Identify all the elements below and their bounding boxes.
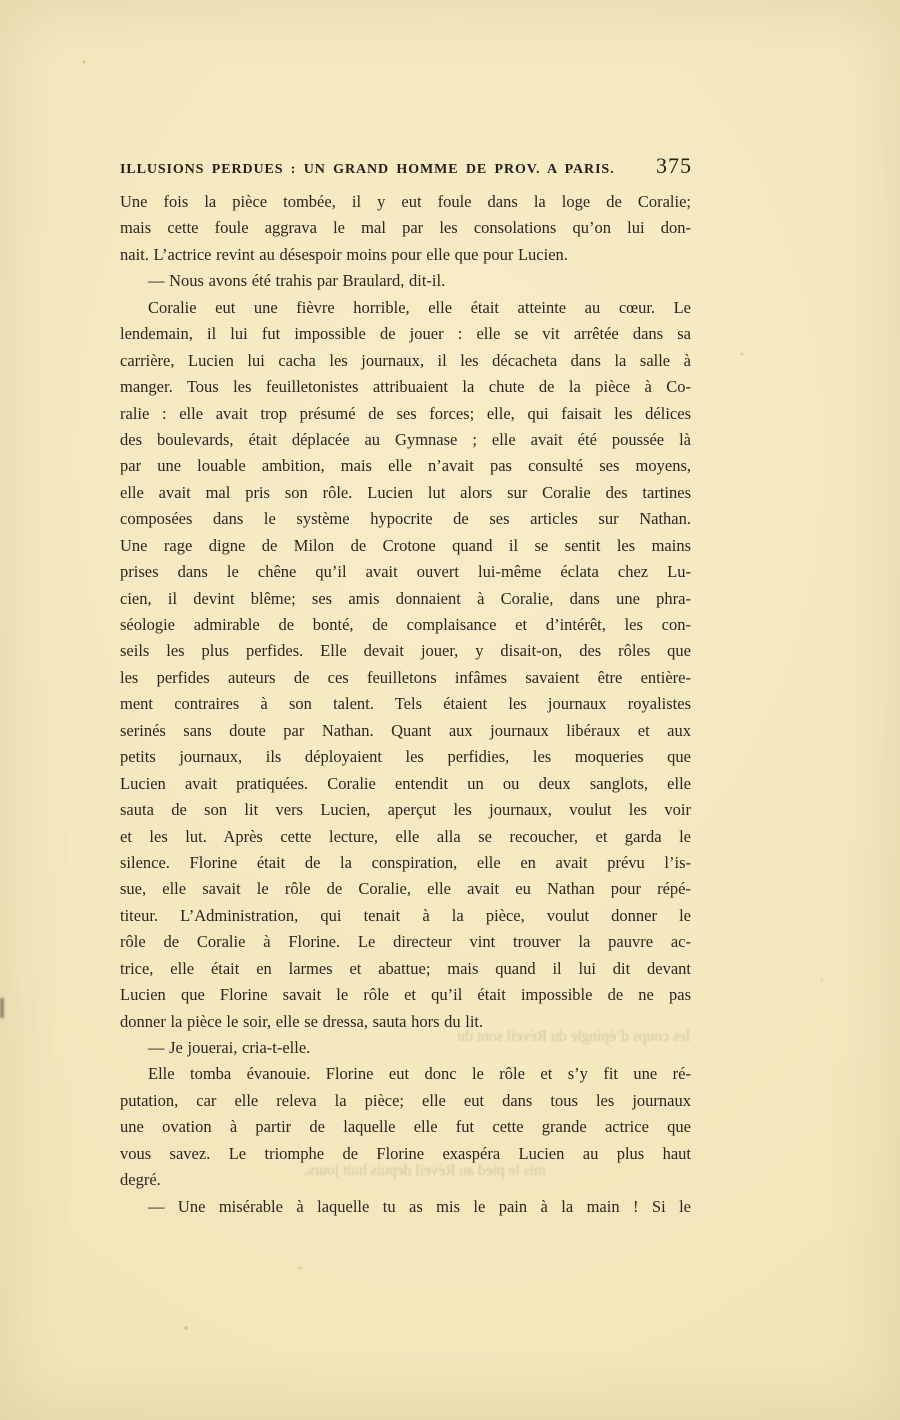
text-line: Lucien avait pratiquées. Coralie entendit un ou deux sanglots, elle: [120, 773, 691, 793]
page-number: 375: [656, 153, 692, 178]
text-line: séologie admirable de bonté, de complaisance et d’intérêt, les con-: [120, 615, 691, 634]
text-line: cien, il devint blême; ses amis donnaient à Coralie, dans une phra-: [120, 588, 691, 608]
bleedthrough-text: les coups d’épingle du Réveil sont du: [457, 1028, 690, 1045]
text-line: vous savez. Le triomphe de Florine exaspéra Lucien au plus haut: [120, 1143, 691, 1163]
text-line: les perfides auteurs de ces feuilletons infâmes savaient être entière-: [120, 667, 691, 687]
text-line: elle avait mal pris son rôle. Lucien lut alors sur Coralie des tartines: [120, 482, 691, 502]
text-line: une ovation à partir de laquelle elle fut cette grande actrice que: [120, 1117, 691, 1137]
bleedthrough-text: mis le pied au Réveil depuis huit jours.: [304, 1162, 546, 1179]
text-line: serinés sans doute par Nathan. Quant aux journaux libéraux et aux: [120, 720, 691, 740]
text-line: nait. L’actrice revint au désespoir moins pour elle que pour Lucien.: [120, 244, 568, 264]
text-line: sauta de son lit vers Lucien, aperçut les journaux, voulut les voir: [120, 800, 691, 820]
page-edge-mark: [0, 998, 4, 1018]
text-line: — Une misérable à laquelle tu as mis le pain à la main ! Si le: [148, 1196, 691, 1216]
text-line: des boulevards, était déplacée au Gymnase ; elle avait été poussée là: [120, 429, 691, 449]
text-line: trice, elle était en larmes et abattue; mais quand il lui dit devant: [120, 958, 691, 978]
text-line: seils les plus perfides. Elle devait jouer, y disait-on, des rôles que: [120, 641, 691, 661]
text-line: Une rage digne de Milon de Crotone quand il se sentit les mains: [120, 535, 691, 555]
text-line: Coralie eut une fièvre horrible, elle était atteinte au cœur. Le: [148, 297, 691, 317]
text-line: ralie : elle avait trop présumé de ses forces; elle, qui faisait les délices: [120, 403, 691, 423]
text-line: silence. Florine était de la conspiration, elle en avait prévu l’is-: [120, 852, 691, 872]
running-head-title: ILLUSIONS PERDUES : UN GRAND HOMME DE PROV. A PARIS.: [120, 162, 615, 177]
text-block: [120, 189, 691, 1220]
text-line: et les lut. Après cette lecture, elle alla se recoucher, et garda le: [120, 826, 691, 846]
text-line: lendemain, il lui fut impossible de jouer : elle se vit arrêtée dans sa: [120, 324, 691, 344]
text-line: rôle de Coralie à Florine. Le directeur vint trouver la pauvre ac-: [120, 932, 691, 952]
text-line: titeur. L’Administration, qui tenait à la pièce, voulut donner le: [120, 905, 691, 925]
text-line: carrière, Lucien lui cacha les journaux, il les décacheta dans la salle à: [120, 350, 691, 370]
text-line: Lucien que Florine savait le rôle et qu’il était impossible de ne pas: [120, 985, 691, 1005]
text-line: Elle tomba évanouie. Florine eut donc le rôle et s’y fit une ré-: [148, 1064, 691, 1084]
text-line: — Nous avons été trahis par Braulard, dit-il.: [148, 271, 446, 291]
text-line: donner la pièce le soir, elle se dressa, sauta hors du lit.: [120, 1011, 484, 1031]
text-line: par une louable ambition, mais elle n’avait pas consulté ses moyens,: [120, 456, 691, 476]
text-line: petits journaux, ils déployaient les perfidies, les moqueries que: [120, 747, 691, 767]
text-line: mais cette foule aggrava le mal par les consolations qu’on lui don-: [120, 218, 691, 238]
text-line: — Je jouerai, cria-t-elle.: [148, 1038, 311, 1057]
text-line: degré.: [120, 1170, 161, 1190]
text-line: composées dans le système hypocrite de ses articles sur Nathan.: [120, 509, 691, 529]
text-line: ment contraires à son talent. Tels étaient les journaux royalistes: [120, 694, 691, 714]
text-line: manger. Tous les feuilletonistes attribuaient la chute de la pièce à Co-: [120, 377, 691, 397]
text-line: prises dans le chêne qu’il avait ouvert lui-même éclata chez Lu-: [120, 562, 691, 582]
text-line: putation, car elle releva la pièce; elle eut dans tous les journaux: [120, 1090, 691, 1110]
running-head: [120, 153, 692, 179]
text-line: Une fois la pièce tombée, il y eut foule dans la loge de Coralie;: [120, 192, 691, 211]
text-line: sue, elle savait le rôle de Coralie, elle avait eu Nathan pour répé-: [120, 879, 691, 899]
